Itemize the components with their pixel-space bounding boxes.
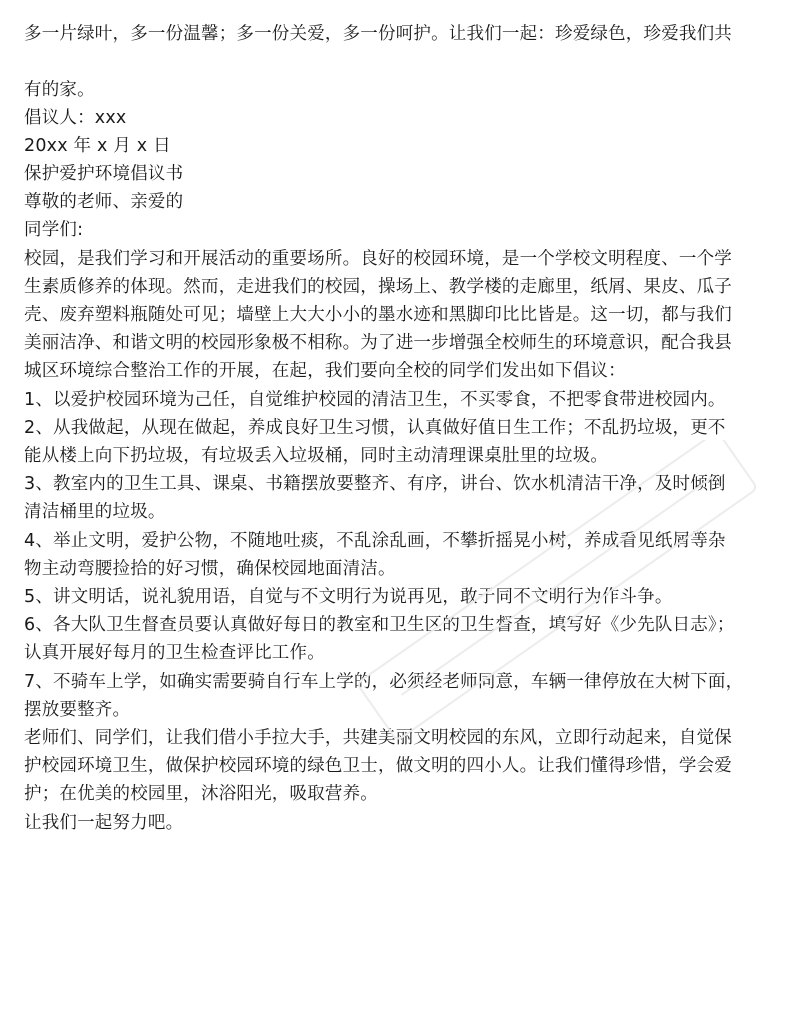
text-line: 多一片绿叶，多一份温馨；多一份关爱，多一份呵护。让我们一起：珍爱绿色，珍爱我们共: [24, 24, 732, 44]
paragraph-line: 护校园环境卫生，做保护校园环境的绿色卫士，做文明的四小人。让我们懂得珍惜，学会爱: [24, 756, 732, 776]
text-line: 有的家。: [24, 80, 95, 100]
salutation-line: 尊敬的老师、亲爱的: [24, 192, 184, 212]
paragraph-line: 壳、废弃塑料瓶随处可见；墙壁上大大小小的墨水迹和黑脚印比比皆是。这一切，都与我们: [24, 305, 732, 325]
date-line: 20xx 年 x 月 x 日: [24, 136, 171, 156]
paragraph-line: 美丽洁净、和谐文明的校园形象极不相称。为了进一步增强全校师生的环境意识，配合我县: [24, 333, 732, 353]
proposal-item: 认真开展好每月的卫生检查评比工作。: [24, 643, 325, 663]
proposal-item: 物主动弯腰捡拾的好习惯，确保校园地面清洁。: [24, 559, 396, 579]
proposal-item: 清洁桶里的垃圾。: [24, 502, 166, 522]
proposal-item: 4、举止文明，爱护公物，不随地吐痰，不乱涂乱画，不攀折摇晃小树，养成看见纸屑等杂: [24, 531, 726, 551]
proposal-item: 1、以爱护校园环境为己任，自觉维护校园的清洁卫生，不买零食，不把零食带进校园内。: [24, 390, 726, 410]
proposal-item: 5、讲文明话，说礼貌用语，自觉与不文明行为说再见，敢于同不文明行为作斗争。: [24, 587, 673, 607]
salutation-line: 同学们:: [24, 220, 84, 240]
proposal-item: 摆放要整齐。: [24, 700, 131, 720]
paragraph-line: 老师们、同学们，让我们借小手拉大手，共建美丽文明校园的东风，立即行动起来，自觉保: [24, 728, 732, 748]
paragraph-line: 校园，是我们学习和开展活动的重要场所。良好的校园环境，是一个学校文明程度、一个学: [24, 249, 732, 269]
proposal-item: 6、各大队卫生督查员要认真做好每日的教室和卫生区的卫生督查，填写好《少先队日志》；: [24, 615, 735, 635]
paragraph-line: 生素质修养的体现。然而，走进我们的校园，操场上、教学楼的走廊里，纸屑、果皮、瓜子: [24, 277, 732, 297]
proposal-item: 2、从我做起，从现在做起，养成良好卫生习惯，认真做好值日生工作；不乱扔垃圾，更不: [24, 418, 726, 438]
proposal-item: 7、不骑车上学，如确实需要骑自行车上学的，必须经老师同意，车辆一律停放在大树下面，: [24, 672, 744, 692]
signer-line: 倡议人：xxx: [24, 108, 127, 128]
paragraph-line: 城区环境综合整治工作的开展，在起，我们要向全校的同学们发出如下倡议：: [24, 361, 626, 381]
document-title: 保护爱护环境倡议书: [24, 164, 184, 184]
proposal-item: 能从楼上向下扔垃圾，有垃圾丢入垃圾桶，同时主动清理课桌肚里的垃圾。: [24, 446, 609, 466]
paragraph-line: 护；在优美的校园里，沐浴阳光，吸取营养。: [24, 784, 378, 804]
proposal-item: 3、教室内的卫生工具、课桌、书籍摆放要整齐、有序，讲台、饮水机清洁干净，及时倾倒: [24, 474, 726, 494]
closing-line: 让我们一起努力吧。: [24, 813, 184, 833]
